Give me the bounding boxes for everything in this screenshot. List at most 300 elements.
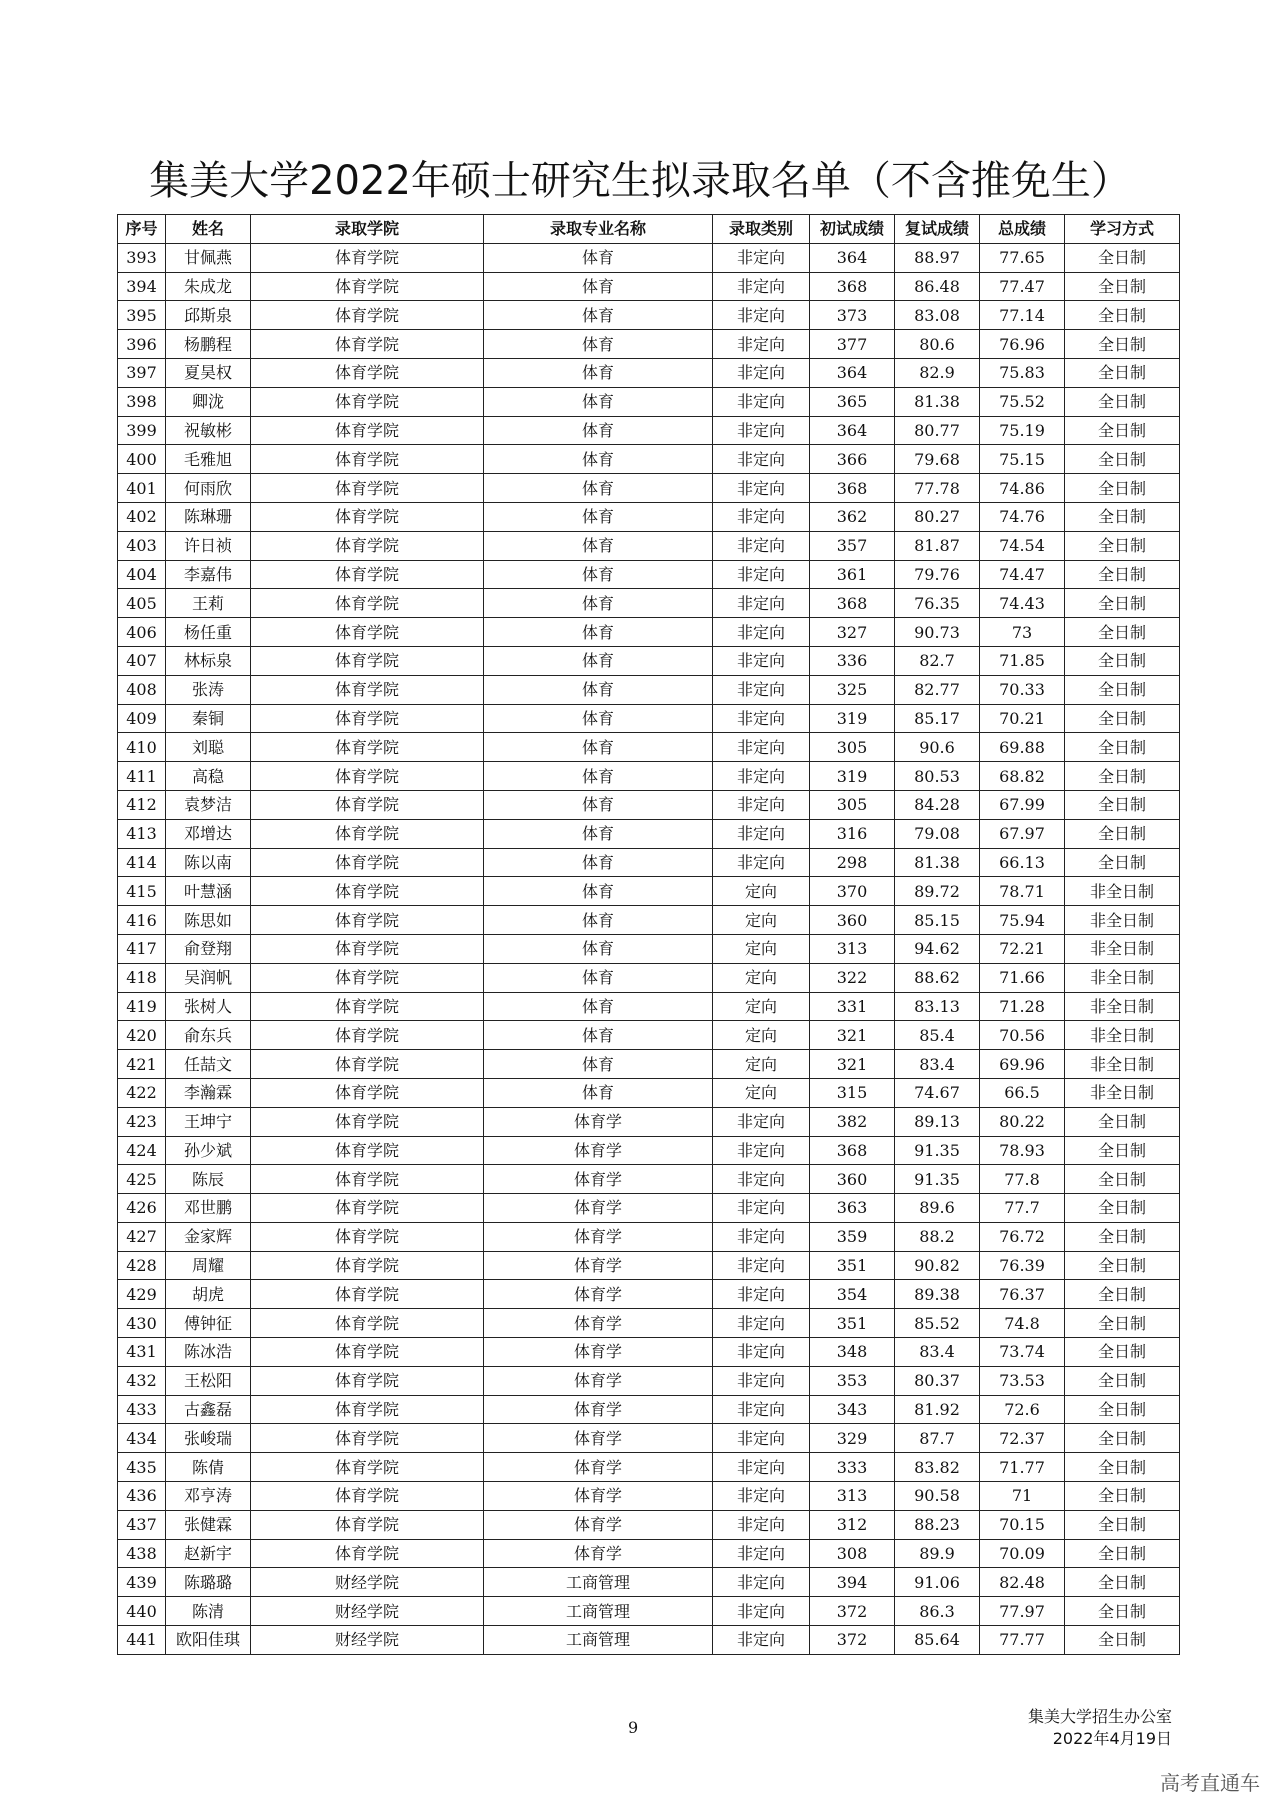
college-cell: 体育学院 — [251, 992, 484, 1021]
total-score-cell: 70.33 — [980, 675, 1065, 704]
category-cell: 非定向 — [713, 819, 810, 848]
total-score-cell: 74.43 — [980, 589, 1065, 618]
prelim-score-cell: 372 — [810, 1597, 895, 1626]
total-score-cell: 73.53 — [980, 1366, 1065, 1395]
retest-score-cell: 88.2 — [895, 1222, 980, 1251]
seq-cell: 404 — [118, 560, 166, 589]
total-score-cell: 71.66 — [980, 963, 1065, 992]
study-mode-cell: 全日制 — [1065, 502, 1180, 531]
table-row — [118, 416, 1180, 445]
prelim-score-cell: 313 — [810, 1482, 895, 1511]
column-header: 学习方式 — [1065, 215, 1180, 244]
table-row — [118, 330, 1180, 359]
total-score-cell: 75.19 — [980, 416, 1065, 445]
college-cell: 体育学院 — [251, 416, 484, 445]
category-cell: 非定向 — [713, 1107, 810, 1136]
prelim-score-cell: 321 — [810, 1050, 895, 1079]
major-cell: 体育 — [484, 906, 713, 935]
table-row — [118, 1280, 1180, 1309]
table-row — [118, 1424, 1180, 1453]
major-cell: 体育 — [484, 790, 713, 819]
column-header: 姓名 — [166, 215, 251, 244]
college-cell: 体育学院 — [251, 1222, 484, 1251]
major-cell: 体育 — [484, 358, 713, 387]
prelim-score-cell: 394 — [810, 1568, 895, 1597]
study-mode-cell: 全日制 — [1065, 704, 1180, 733]
name-cell: 陈琳珊 — [166, 502, 251, 531]
major-cell: 体育学 — [484, 1136, 713, 1165]
study-mode-cell: 全日制 — [1065, 819, 1180, 848]
college-cell: 体育学院 — [251, 1338, 484, 1367]
table-row — [118, 963, 1180, 992]
prelim-score-cell: 373 — [810, 301, 895, 330]
prelim-score-cell: 312 — [810, 1510, 895, 1539]
college-cell: 体育学院 — [251, 1395, 484, 1424]
retest-score-cell: 90.73 — [895, 618, 980, 647]
name-cell: 毛雅旭 — [166, 445, 251, 474]
retest-score-cell: 85.15 — [895, 906, 980, 935]
prelim-score-cell: 362 — [810, 502, 895, 531]
name-cell: 甘佩燕 — [166, 243, 251, 272]
category-cell: 非定向 — [713, 1597, 810, 1626]
study-mode-cell: 全日制 — [1065, 416, 1180, 445]
name-cell: 杨任重 — [166, 618, 251, 647]
college-cell: 体育学院 — [251, 675, 484, 704]
name-cell: 杨鹏程 — [166, 330, 251, 359]
study-mode-cell: 全日制 — [1065, 387, 1180, 416]
college-cell: 财经学院 — [251, 1568, 484, 1597]
prelim-score-cell: 313 — [810, 934, 895, 963]
table-row — [118, 906, 1180, 935]
major-cell: 体育 — [484, 416, 713, 445]
total-score-cell: 67.97 — [980, 819, 1065, 848]
seq-cell: 429 — [118, 1280, 166, 1309]
college-cell: 体育学院 — [251, 963, 484, 992]
seq-cell: 395 — [118, 301, 166, 330]
watermark: 高考直通车 — [1160, 1771, 1260, 1795]
name-cell: 张涛 — [166, 675, 251, 704]
category-cell: 非定向 — [713, 1194, 810, 1223]
seq-cell: 426 — [118, 1194, 166, 1223]
major-cell: 体育 — [484, 963, 713, 992]
table-row — [118, 272, 1180, 301]
major-cell: 体育学 — [484, 1165, 713, 1194]
prelim-score-cell: 365 — [810, 387, 895, 416]
table-row — [118, 762, 1180, 791]
prelim-score-cell: 363 — [810, 1194, 895, 1223]
name-cell: 王莉 — [166, 589, 251, 618]
seq-cell: 439 — [118, 1568, 166, 1597]
seq-cell: 440 — [118, 1597, 166, 1626]
college-cell: 体育学院 — [251, 1309, 484, 1338]
table-row — [118, 1510, 1180, 1539]
retest-score-cell: 81.92 — [895, 1395, 980, 1424]
study-mode-cell: 全日制 — [1065, 1626, 1180, 1655]
table-row — [118, 992, 1180, 1021]
category-cell: 非定向 — [713, 675, 810, 704]
category-cell: 非定向 — [713, 1539, 810, 1568]
seq-cell: 409 — [118, 704, 166, 733]
study-mode-cell: 全日制 — [1065, 1597, 1180, 1626]
prelim-score-cell: 360 — [810, 1165, 895, 1194]
study-mode-cell: 非全日制 — [1065, 992, 1180, 1021]
table-row — [118, 560, 1180, 589]
college-cell: 体育学院 — [251, 1050, 484, 1079]
prelim-score-cell: 364 — [810, 416, 895, 445]
study-mode-cell: 全日制 — [1065, 1251, 1180, 1280]
prelim-score-cell: 359 — [810, 1222, 895, 1251]
name-cell: 张峻瑞 — [166, 1424, 251, 1453]
category-cell: 非定向 — [713, 646, 810, 675]
major-cell: 体育 — [484, 819, 713, 848]
college-cell: 体育学院 — [251, 1194, 484, 1223]
table-row — [118, 1165, 1180, 1194]
retest-score-cell: 83.13 — [895, 992, 980, 1021]
category-cell: 非定向 — [713, 301, 810, 330]
total-score-cell: 66.13 — [980, 848, 1065, 877]
retest-score-cell: 90.58 — [895, 1482, 980, 1511]
study-mode-cell: 全日制 — [1065, 762, 1180, 791]
retest-score-cell: 85.52 — [895, 1309, 980, 1338]
name-cell: 祝敏彬 — [166, 416, 251, 445]
study-mode-cell: 全日制 — [1065, 1568, 1180, 1597]
college-cell: 体育学院 — [251, 848, 484, 877]
category-cell: 非定向 — [713, 272, 810, 301]
name-cell: 王松阳 — [166, 1366, 251, 1395]
seq-cell: 434 — [118, 1424, 166, 1453]
study-mode-cell: 全日制 — [1065, 1280, 1180, 1309]
category-cell: 非定向 — [713, 1251, 810, 1280]
table-row — [118, 934, 1180, 963]
seq-cell: 428 — [118, 1251, 166, 1280]
name-cell: 周耀 — [166, 1251, 251, 1280]
category-cell: 非定向 — [713, 1424, 810, 1453]
table-row — [118, 733, 1180, 762]
seq-cell: 401 — [118, 474, 166, 503]
major-cell: 体育学 — [484, 1309, 713, 1338]
total-score-cell: 72.21 — [980, 934, 1065, 963]
table-row — [118, 618, 1180, 647]
prelim-score-cell: 319 — [810, 762, 895, 791]
study-mode-cell: 全日制 — [1065, 1165, 1180, 1194]
column-header: 录取学院 — [251, 215, 484, 244]
prelim-score-cell: 353 — [810, 1366, 895, 1395]
study-mode-cell: 非全日制 — [1065, 934, 1180, 963]
study-mode-cell: 非全日制 — [1065, 877, 1180, 906]
name-cell: 邱斯泉 — [166, 301, 251, 330]
seq-cell: 398 — [118, 387, 166, 416]
column-header: 总成绩 — [980, 215, 1065, 244]
seq-cell: 433 — [118, 1395, 166, 1424]
retest-score-cell: 82.9 — [895, 358, 980, 387]
column-header: 复试成绩 — [895, 215, 980, 244]
college-cell: 体育学院 — [251, 1424, 484, 1453]
prelim-score-cell: 351 — [810, 1309, 895, 1338]
college-cell: 体育学院 — [251, 1366, 484, 1395]
major-cell: 体育 — [484, 272, 713, 301]
retest-score-cell: 85.17 — [895, 704, 980, 733]
major-cell: 体育学 — [484, 1424, 713, 1453]
retest-score-cell: 82.77 — [895, 675, 980, 704]
table-row — [118, 848, 1180, 877]
major-cell: 体育 — [484, 1078, 713, 1107]
category-cell: 非定向 — [713, 330, 810, 359]
seq-cell: 406 — [118, 618, 166, 647]
total-score-cell: 69.96 — [980, 1050, 1065, 1079]
seq-cell: 418 — [118, 963, 166, 992]
name-cell: 傅钟征 — [166, 1309, 251, 1338]
major-cell: 体育学 — [484, 1510, 713, 1539]
total-score-cell: 77.8 — [980, 1165, 1065, 1194]
study-mode-cell: 全日制 — [1065, 1395, 1180, 1424]
study-mode-cell: 非全日制 — [1065, 906, 1180, 935]
name-cell: 张树人 — [166, 992, 251, 1021]
prelim-score-cell: 372 — [810, 1626, 895, 1655]
college-cell: 体育学院 — [251, 502, 484, 531]
prelim-score-cell: 368 — [810, 474, 895, 503]
seq-cell: 399 — [118, 416, 166, 445]
table-row — [118, 1251, 1180, 1280]
major-cell: 体育学 — [484, 1366, 713, 1395]
total-score-cell: 80.22 — [980, 1107, 1065, 1136]
major-cell: 体育 — [484, 243, 713, 272]
prelim-score-cell: 361 — [810, 560, 895, 589]
total-score-cell: 71 — [980, 1482, 1065, 1511]
seq-cell: 402 — [118, 502, 166, 531]
prelim-score-cell: 336 — [810, 646, 895, 675]
table-row — [118, 1338, 1180, 1367]
category-cell: 定向 — [713, 906, 810, 935]
retest-score-cell: 85.4 — [895, 1021, 980, 1050]
study-mode-cell: 全日制 — [1065, 560, 1180, 589]
retest-score-cell: 86.3 — [895, 1597, 980, 1626]
major-cell: 体育 — [484, 387, 713, 416]
category-cell: 定向 — [713, 992, 810, 1021]
seq-cell: 394 — [118, 272, 166, 301]
major-cell: 体育学 — [484, 1338, 713, 1367]
table-body — [118, 243, 1180, 1654]
seq-cell: 405 — [118, 589, 166, 618]
major-cell: 体育学 — [484, 1194, 713, 1223]
seq-cell: 423 — [118, 1107, 166, 1136]
category-cell: 非定向 — [713, 416, 810, 445]
table-row — [118, 1597, 1180, 1626]
total-score-cell: 72.37 — [980, 1424, 1065, 1453]
college-cell: 体育学院 — [251, 1251, 484, 1280]
college-cell: 体育学院 — [251, 1510, 484, 1539]
college-cell: 体育学院 — [251, 733, 484, 762]
college-cell: 体育学院 — [251, 560, 484, 589]
name-cell: 张健霖 — [166, 1510, 251, 1539]
name-cell: 俞东兵 — [166, 1021, 251, 1050]
retest-score-cell: 88.23 — [895, 1510, 980, 1539]
study-mode-cell: 全日制 — [1065, 1194, 1180, 1223]
retest-score-cell: 81.87 — [895, 531, 980, 560]
college-cell: 体育学院 — [251, 1021, 484, 1050]
retest-score-cell: 80.37 — [895, 1366, 980, 1395]
table-row — [118, 445, 1180, 474]
seq-cell: 437 — [118, 1510, 166, 1539]
category-cell: 定向 — [713, 934, 810, 963]
college-cell: 体育学院 — [251, 243, 484, 272]
category-cell: 非定向 — [713, 502, 810, 531]
college-cell: 体育学院 — [251, 906, 484, 935]
name-cell: 夏昊权 — [166, 358, 251, 387]
college-cell: 体育学院 — [251, 618, 484, 647]
name-cell: 李嘉伟 — [166, 560, 251, 589]
total-score-cell: 70.56 — [980, 1021, 1065, 1050]
college-cell: 体育学院 — [251, 934, 484, 963]
seq-cell: 427 — [118, 1222, 166, 1251]
retest-score-cell: 79.76 — [895, 560, 980, 589]
total-score-cell: 71.77 — [980, 1453, 1065, 1482]
total-score-cell: 75.52 — [980, 387, 1065, 416]
category-cell: 非定向 — [713, 358, 810, 387]
retest-score-cell: 89.9 — [895, 1539, 980, 1568]
name-cell: 邓亨涛 — [166, 1482, 251, 1511]
category-cell: 非定向 — [713, 1280, 810, 1309]
table-row — [118, 1568, 1180, 1597]
retest-score-cell: 81.38 — [895, 848, 980, 877]
prelim-score-cell: 319 — [810, 704, 895, 733]
major-cell: 体育 — [484, 502, 713, 531]
prelim-score-cell: 333 — [810, 1453, 895, 1482]
total-score-cell: 71.28 — [980, 992, 1065, 1021]
seq-cell: 413 — [118, 819, 166, 848]
table-row — [118, 1021, 1180, 1050]
college-cell: 体育学院 — [251, 301, 484, 330]
major-cell: 体育 — [484, 618, 713, 647]
seq-cell: 415 — [118, 877, 166, 906]
category-cell: 非定向 — [713, 387, 810, 416]
category-cell: 非定向 — [713, 1338, 810, 1367]
name-cell: 陈以南 — [166, 848, 251, 877]
retest-score-cell: 83.08 — [895, 301, 980, 330]
category-cell: 定向 — [713, 1021, 810, 1050]
college-cell: 体育学院 — [251, 272, 484, 301]
seq-cell: 441 — [118, 1626, 166, 1655]
major-cell: 体育 — [484, 934, 713, 963]
seq-cell: 420 — [118, 1021, 166, 1050]
college-cell: 体育学院 — [251, 646, 484, 675]
study-mode-cell: 全日制 — [1065, 1424, 1180, 1453]
college-cell: 体育学院 — [251, 1107, 484, 1136]
retest-score-cell: 89.13 — [895, 1107, 980, 1136]
table-row — [118, 1309, 1180, 1338]
table-row — [118, 531, 1180, 560]
prelim-score-cell: 305 — [810, 790, 895, 819]
category-cell: 非定向 — [713, 531, 810, 560]
admission-table — [117, 214, 1180, 1655]
college-cell: 体育学院 — [251, 1136, 484, 1165]
issuer-block — [1028, 1706, 1172, 1750]
retest-score-cell: 80.27 — [895, 502, 980, 531]
retest-score-cell: 89.38 — [895, 1280, 980, 1309]
category-cell: 非定向 — [713, 1366, 810, 1395]
name-cell: 任喆文 — [166, 1050, 251, 1079]
name-cell: 陈冰浩 — [166, 1338, 251, 1367]
study-mode-cell: 全日制 — [1065, 1222, 1180, 1251]
name-cell: 邓世鹏 — [166, 1194, 251, 1223]
total-score-cell: 68.82 — [980, 762, 1065, 791]
retest-score-cell: 83.82 — [895, 1453, 980, 1482]
name-cell: 金家辉 — [166, 1222, 251, 1251]
total-score-cell: 73.74 — [980, 1338, 1065, 1367]
major-cell: 体育学 — [484, 1395, 713, 1424]
total-score-cell: 74.86 — [980, 474, 1065, 503]
retest-score-cell: 94.62 — [895, 934, 980, 963]
table-row — [118, 589, 1180, 618]
total-score-cell: 77.97 — [980, 1597, 1065, 1626]
college-cell: 体育学院 — [251, 819, 484, 848]
name-cell: 朱成龙 — [166, 272, 251, 301]
total-score-cell: 76.39 — [980, 1251, 1065, 1280]
retest-score-cell: 81.38 — [895, 387, 980, 416]
seq-cell: 435 — [118, 1453, 166, 1482]
issue-date: 2022年4月19日 — [1052, 1729, 1172, 1748]
name-cell: 叶慧涵 — [166, 877, 251, 906]
prelim-score-cell: 368 — [810, 1136, 895, 1165]
prelim-score-cell: 298 — [810, 848, 895, 877]
column-header: 序号 — [118, 215, 166, 244]
total-score-cell: 76.37 — [980, 1280, 1065, 1309]
category-cell: 非定向 — [713, 618, 810, 647]
table-row — [118, 1222, 1180, 1251]
name-cell: 许日祯 — [166, 531, 251, 560]
total-score-cell: 73 — [980, 618, 1065, 647]
table-row — [118, 877, 1180, 906]
table-row — [118, 704, 1180, 733]
seq-cell: 407 — [118, 646, 166, 675]
retest-score-cell: 87.7 — [895, 1424, 980, 1453]
total-score-cell: 75.15 — [980, 445, 1065, 474]
retest-score-cell: 77.78 — [895, 474, 980, 503]
prelim-score-cell: 343 — [810, 1395, 895, 1424]
total-score-cell: 76.72 — [980, 1222, 1065, 1251]
major-cell: 体育 — [484, 589, 713, 618]
prelim-score-cell: 366 — [810, 445, 895, 474]
prelim-score-cell: 368 — [810, 589, 895, 618]
name-cell: 邓增达 — [166, 819, 251, 848]
seq-cell: 424 — [118, 1136, 166, 1165]
total-score-cell: 77.14 — [980, 301, 1065, 330]
table-row — [118, 675, 1180, 704]
total-score-cell: 77.77 — [980, 1626, 1065, 1655]
seq-cell: 414 — [118, 848, 166, 877]
retest-score-cell: 79.68 — [895, 445, 980, 474]
table-row — [118, 819, 1180, 848]
name-cell: 何雨欣 — [166, 474, 251, 503]
prelim-score-cell: 370 — [810, 877, 895, 906]
category-cell: 非定向 — [713, 790, 810, 819]
seq-cell: 408 — [118, 675, 166, 704]
category-cell: 非定向 — [713, 762, 810, 791]
major-cell: 体育 — [484, 531, 713, 560]
name-cell: 秦铜 — [166, 704, 251, 733]
table-row — [118, 1366, 1180, 1395]
prelim-score-cell: 315 — [810, 1078, 895, 1107]
prelim-score-cell: 321 — [810, 1021, 895, 1050]
category-cell: 非定向 — [713, 243, 810, 272]
retest-score-cell: 83.4 — [895, 1050, 980, 1079]
seq-cell: 430 — [118, 1309, 166, 1338]
total-score-cell: 76.96 — [980, 330, 1065, 359]
seq-cell: 411 — [118, 762, 166, 791]
name-cell: 林标泉 — [166, 646, 251, 675]
seq-cell: 436 — [118, 1482, 166, 1511]
retest-score-cell: 90.82 — [895, 1251, 980, 1280]
table-row — [118, 474, 1180, 503]
